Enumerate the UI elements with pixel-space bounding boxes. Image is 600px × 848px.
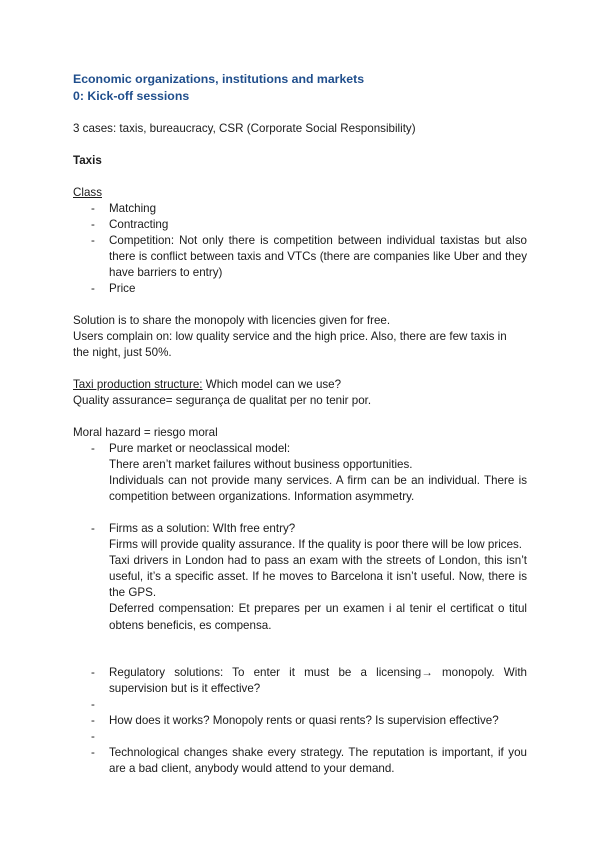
moral-hazard-line: Moral hazard = riesgo moral	[73, 426, 218, 439]
paragraph-line: Solution is to share the monopoly with licencies given for free.	[73, 314, 391, 327]
list-item-regulatory: Regulatory solutions: To enter it must be a licensing→ monopoly. With supervision but is it effective?	[109, 666, 527, 696]
section-heading-taxis: Taxis	[73, 154, 102, 167]
list-item-how: How does it works? Monopoly rents or quasi rents? Is supervision effective?	[109, 714, 499, 727]
item-paragraph: There aren’t market failures without business opportunities.	[109, 458, 413, 472]
cases-line: 3 cases: taxis, bureaucracy, CSR (Corporate Social Responsibility)	[73, 122, 416, 135]
bullet-dash: -	[91, 202, 95, 215]
bullet-dash: -	[91, 234, 95, 247]
production-line	[73, 377, 341, 393]
bullet-dash: -	[91, 714, 95, 727]
list-item-technology: Technological changes shake every strategy. The reputation is important, if you are a bad client, anybody would attend to your demand.	[109, 746, 527, 776]
list-item: Contracting	[109, 218, 169, 231]
list-item: Competition: Not only there is competition between individual taxistas but also there is conflict between taxis and VTCs (there are companies like Uber and they have barriers to entry)	[109, 234, 527, 280]
item-heading: Firms as a solution: WIth free entry?	[109, 522, 296, 535]
item-paragraph: Deferred compensation: Et prepares per un examen i al tenir el certificat o titul obtens beneficis, es compensa.	[109, 602, 527, 632]
quality-line: Quality assurance= segurança de qualitat per no tenir por.	[73, 394, 372, 407]
list-item-firms	[109, 521, 527, 634]
bullet-dash: -	[91, 666, 95, 679]
production-heading: Taxi production structure:	[73, 378, 203, 391]
bullet-dash: -	[91, 730, 95, 743]
document-subtitle: 0: Kick-off sessions	[73, 89, 190, 103]
item-paragraph: Individuals can not provide many services. A firm can be an individual. There is competition between organizations. Information asymmetry.	[109, 474, 527, 504]
item-paragraph: Firms will provide quality assurance. If the quality is poor there will be low prices.	[109, 538, 523, 552]
item-heading: Pure market or neoclassical model:	[109, 442, 291, 455]
bullet-dash: -	[91, 282, 95, 295]
document-title: Economic organizations, institutions and markets	[73, 72, 365, 86]
class-heading: Class	[73, 186, 102, 199]
list-item: Matching	[109, 202, 157, 215]
bullet-dash: -	[91, 698, 95, 711]
bullet-dash: -	[91, 746, 95, 759]
production-text: Which model can we use?	[202, 378, 342, 391]
item-paragraph: Taxi drivers in London had to pass an exam with the streets of London, this isn’t useful, it’s a specific asset. If he moves to Barcelona it isn’t useful. Now, there is the GPS.	[109, 554, 527, 600]
paragraph-line: Users complain on: low quality service and the high price. Also, there are few taxis in	[73, 330, 507, 343]
bullet-dash: -	[91, 442, 95, 455]
bullet-dash: -	[91, 218, 95, 231]
paragraph-line: the night, just 50%.	[73, 346, 172, 359]
list-item: Price	[109, 282, 136, 295]
list-item-pure-market	[109, 441, 527, 505]
bullet-dash: -	[91, 522, 95, 535]
